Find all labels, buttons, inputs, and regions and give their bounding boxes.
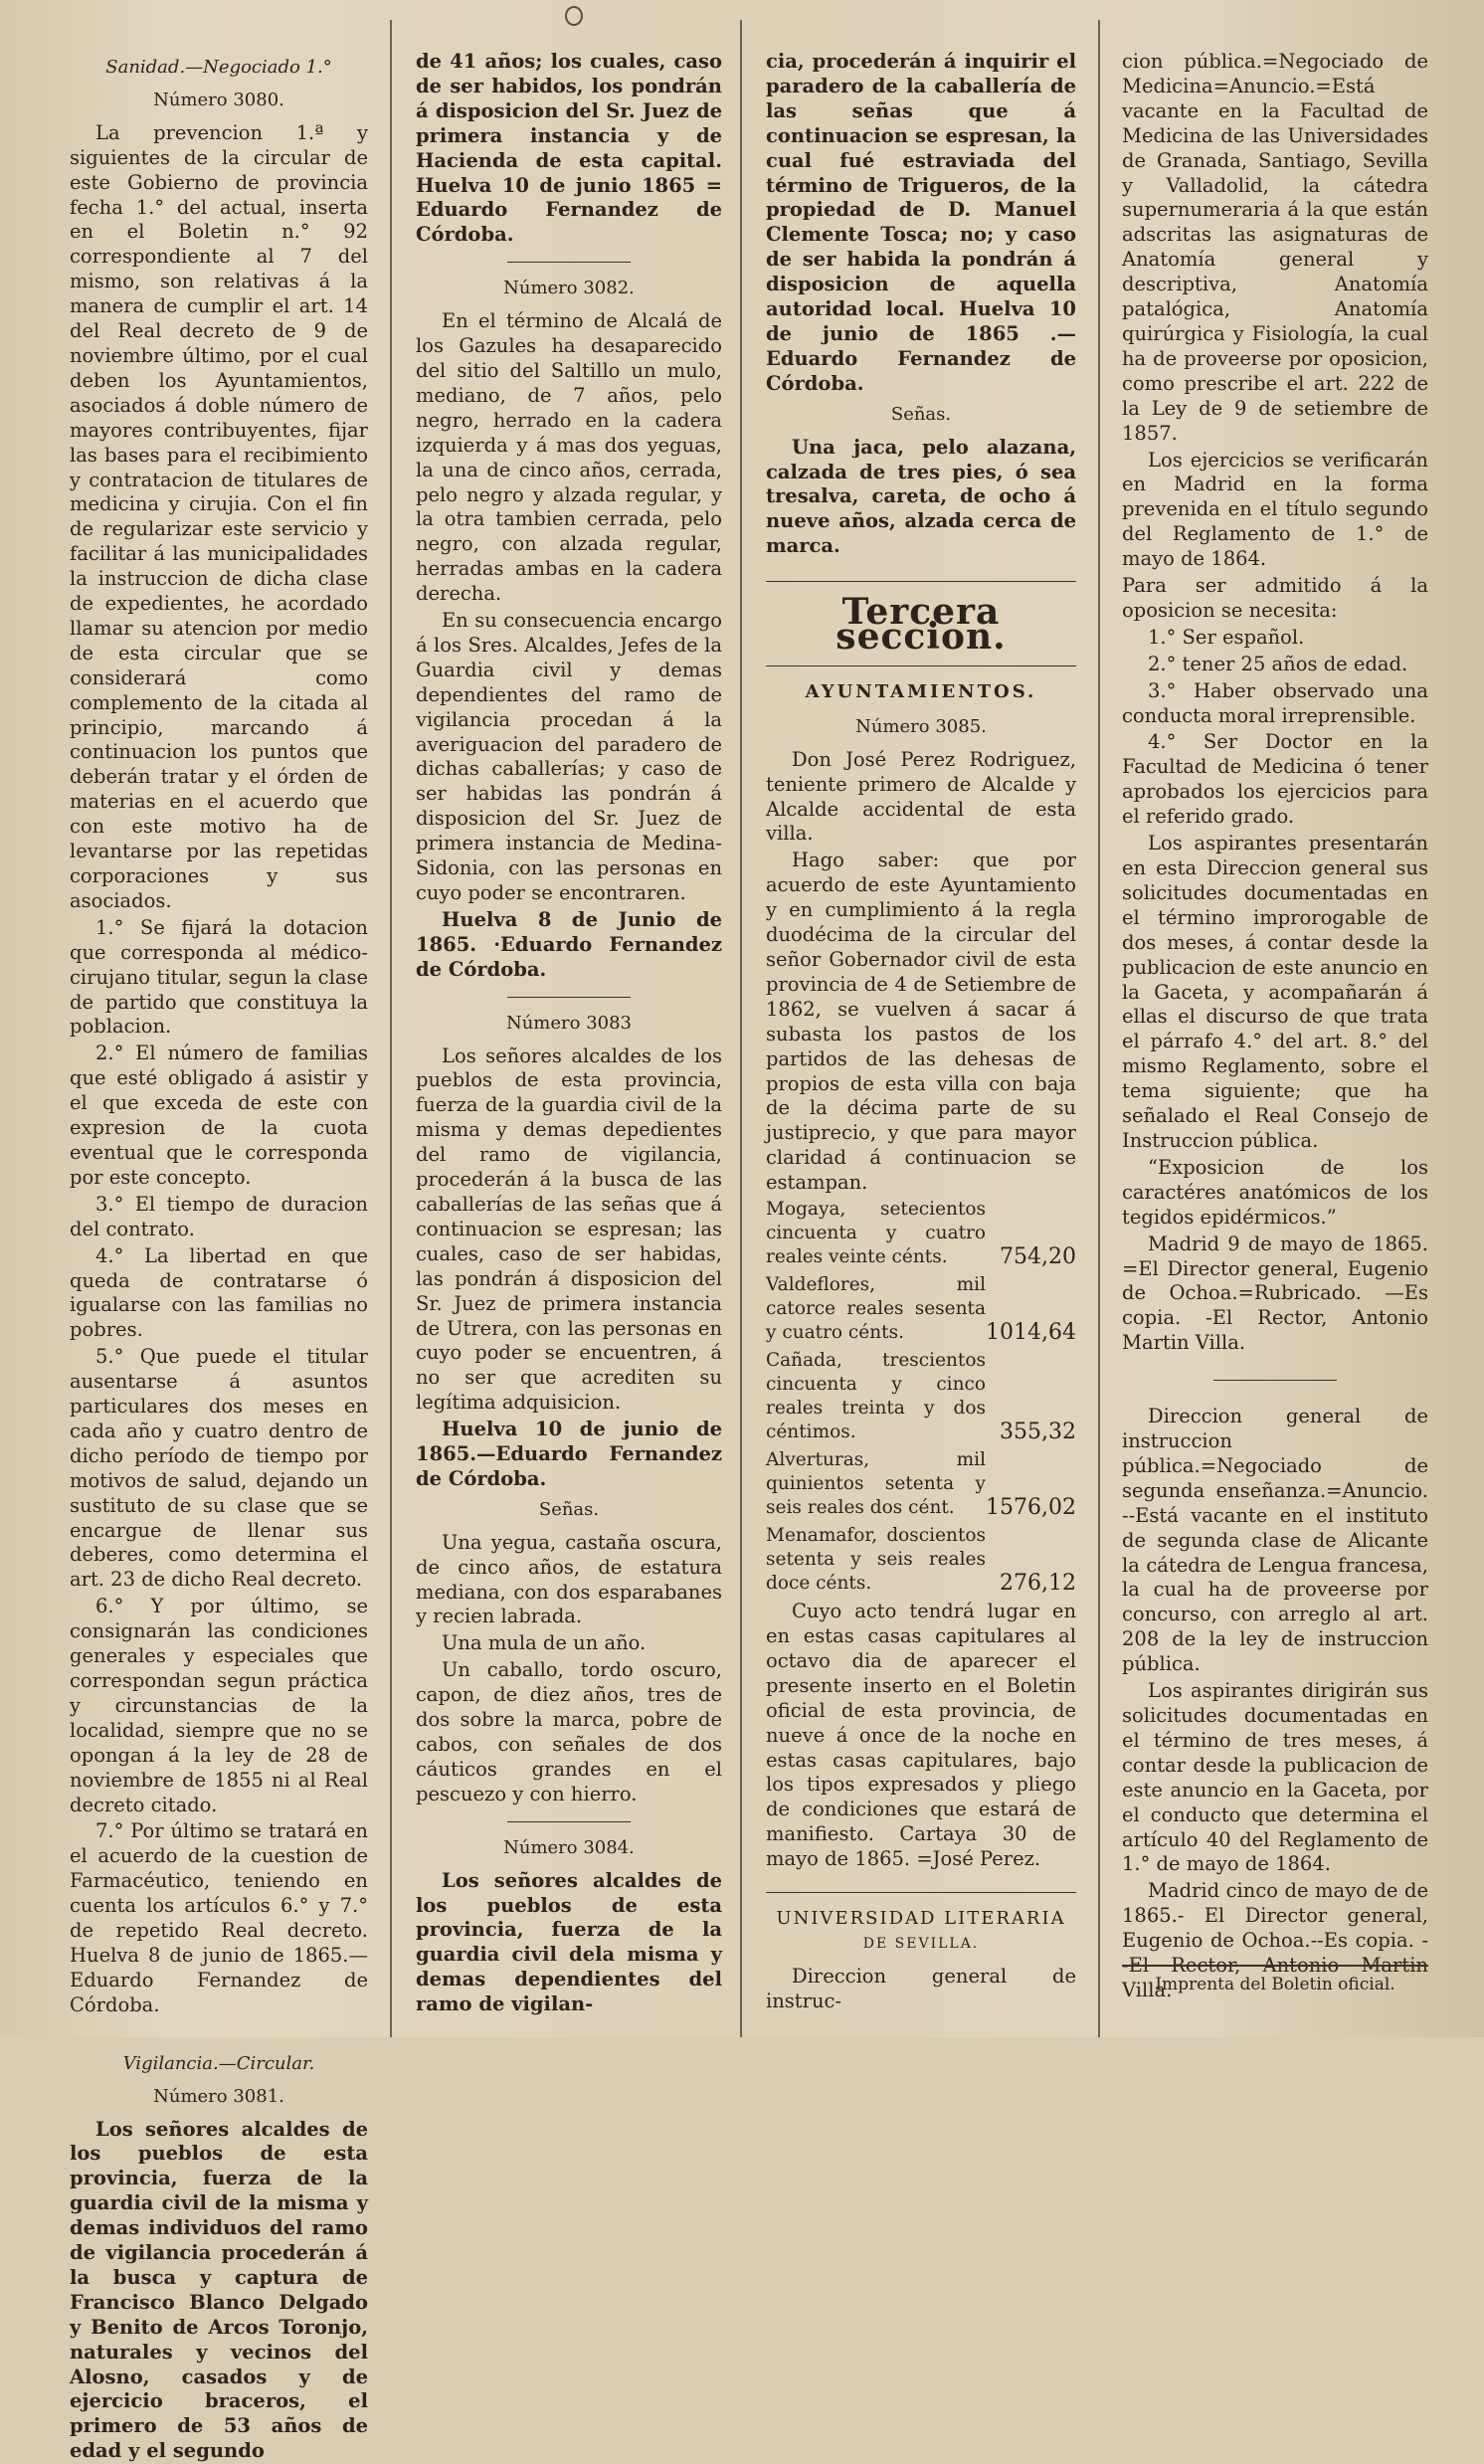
paragraph: Madrid cinco de mayo de de 1865.- El Director general, Eugenio de Ochoa.--Es copia. --El Rector, Antonio Martin Villa. [1122, 1879, 1428, 2003]
paragraph: 4.° La libertad en que queda de contratarse ó igualarse con las familias no pobres. [70, 1244, 368, 1344]
section-title: Tercera seccion. [766, 600, 1076, 650]
column-rule [740, 20, 742, 2037]
column-4 [1122, 50, 1428, 2037]
paragraph: La prevencion 1.ª y siguientes de la circular de este Gobierno de provincia fecha 1.° del actual, inserta en el Boletin n.° 92 correspondiente al 7 del mismo, son relativas á la manera de cumplir el art. 14 del Real decreto de 9 de noviembre último, por el cual deben los Ayuntamientos, asociados á doble número de mayores contribuyentes, fijar las bases para el recibimiento y contratacion de titulares de medicina y cirujia. Con el fin de regularizar este servicio y facilitar á las municipalidades la instruccion de dicha clase de expedientes, he acordado llamar su atencion por medio de esta circular que se considerará como complemento de la citada al principio, marcando á continuacion los puntos que deberán tratar y el órden de materias en el acuerdo que con este motivo ha de levantarse por las repetidas corporaciones y sus asociados. [70, 121, 368, 914]
paragraph: Los ejercicios se verificarán en Madrid en la forma prevenida en el título segundo del Reglamento de 1.° de mayo de 1864. [1122, 449, 1428, 573]
paragraph: 1.° Se fijará la dotacion que corresponda al médico-cirujano titular, segun la clase de partido que constituya la poblacion. [70, 916, 368, 1041]
subsection-title: AYUNTAMIENTOS. [766, 680, 1076, 705]
paragraph: Huelva 8 de Junio de 1865. ·Eduardo Fernandez de Córdoba. [416, 908, 722, 983]
paragraph: Direccion general de instruc- [766, 1965, 1076, 2014]
paragraph: Los aspirantes dirigirán sus solicitudes documentadas en el término de tres meses, á contar desde la publicacion de este anuncio en la Gaceta, por el conducto que determina el artículo 40 del Reglamento de 1.° de mayo de 1864. [1122, 1679, 1428, 1877]
paragraph: Huelva 10 de junio de 1865.—Eduardo Fernandez de Córdoba. [416, 1418, 722, 1492]
notice-number: Número 3085. [766, 715, 1076, 740]
paragraph: 5.° Que puede el titular ausentarse á asuntos particulares dos meses en cada año y cuatro dentro de dicho período de tiempo por motivos de salud, dejando un sustituto de su clase que se encargue de llenar sus deberes, como determina el art. 23 de dicho Real decreto. [70, 1345, 368, 1593]
paragraph: Los señores alcaldes de los pueblos de esta provincia, fuerza de la guardia civil de la misma y demas individuos del ramo de vigilancia procederán á la busca y captura de Francisco Blanco Delgado y Benito de Arcos Toronjo, naturales y vecinos del Alosno, casados y de ejercicio braceros, el primero de 53 años de edad y el segundo [70, 2118, 368, 2464]
separator [507, 262, 630, 263]
column-1 [70, 50, 368, 2037]
table-cell-label: Menamafor, doscientos setenta y seis reales doce cénts. [766, 1524, 986, 1600]
table-cell-label: Cañada, trescientos cincuenta y cinco reales treinta y dos céntimos. [766, 1349, 986, 1448]
separator [1213, 1380, 1336, 1381]
paragraph: Los señores alcaldes de los pueblos de esta provincia, fuerza de la guardia civil dela misma y demas dependientes del ramo de vigilan- [416, 1869, 722, 2017]
table-cell-label: Valdeflores, mil catorce reales sesenta y cuatro cénts. [766, 1273, 986, 1349]
paragraph: Cuyo acto tendrá lugar en en estas casas capitulares al octavo dia de aparecer el presente inserto en el Boletin oficial de esta provincia, de nueve á once de la noche en estas casas capitulares, bajo los tipos expresados y pliego de condiciones que estará de manifiesto. Cartaya 30 de mayo de 1865. =José Perez. [766, 1600, 1076, 1872]
table-row [766, 1198, 1076, 1273]
paragraph: Los señores alcaldes de los pueblos de esta provincia, fuerza de la guardia civil de la misma y demas depedientes del ramo de vigilancia, procederán á la busca de las caballerías de las señas que á continuacion se espresan; las cuales, caso de ser habidas, las pondrán á disposicion del Sr. Juez de primera instancia de Utrera, con las personas en cuyo poder se encuentren, á no ser que acrediten su legítima adquisicion. [416, 1044, 722, 1417]
paragraph: Una yegua, castaña oscura, de cinco años, de estatura mediana, con dos esparabanes y recien labrada. [416, 1531, 722, 1630]
separator [766, 665, 1076, 666]
table-cell-label: Alverturas, mil quinientos setenta y seis reales dos cént. [766, 1448, 986, 1524]
paragraph: 3.° El tiempo de duracion del contrato. [70, 1193, 368, 1242]
paragraph: Direccion general de instruccion pública.=Negociado de segunda enseñanza.=Anuncio. --Está vacante en el instituto de segunda clase de Alicante la cátedra de Lengua francesa, la cual ha de proveerse por concurso, con arreglo al art. 208 de la ley de instruccion pública. [1122, 1405, 1428, 1677]
paragraph: Una mula de un año. [416, 1631, 722, 1656]
printer-imprint: Imprenta del Boletin oficial. [1122, 1965, 1428, 1994]
section-heading: Sanidad.—Negociado 1.° [70, 56, 368, 81]
table-cell-value: 754,20 [986, 1198, 1076, 1273]
paragraph: Para ser admitido á la oposicion se necesita: [1122, 574, 1428, 624]
separator [507, 997, 630, 998]
pasture-table [766, 1198, 1076, 1600]
paragraph: de 41 años; los cuales, caso de ser habidos, los pondrán á disposicion del Sr. Juez de primera instancia y de Hacienda de esta capital. Huelva 10 de junio 1865 = Eduardo Fernandez de Córdoba. [416, 50, 722, 248]
notice-number: Número 3084. [416, 1836, 722, 1861]
paragraph: 2.° tener 25 años de edad. [1122, 653, 1428, 677]
paragraph: Hago saber: que por acuerdo de este Ayuntamiento y en cumplimiento á la regla duodécima de la circular del señor Gobernador civil de esta provincia de 4 de Setiembre de 1862, se vuelven á sacar á subasta los pastos de los partidos de las dehesas de propios de esta villa con baja de la décima parte de su justiprecio, y que para mayor claridad á continuacion se estampan. [766, 849, 1076, 1196]
paragraph: 3.° Haber observado una conducta moral irreprensible. [1122, 679, 1428, 729]
notice-number: Número 3081. [70, 2085, 368, 2110]
paragraph: En su consecuencia encargo á los Sres. Alcaldes, Jefes de la Guardia civil y demas dependientes del ramo de vigilancia procedan á la averiguacion del paradero de dichas caballerías; y caso de ser habidas las pondrán á disposicion del Sr. Juez de primera instancia de Medina-Sidonia, con las personas en cuyo poder se encontraren. [416, 609, 722, 906]
senas-heading: Señas. [416, 1498, 722, 1523]
senas-heading: Señas. [766, 403, 1076, 428]
separator [766, 581, 1076, 582]
paragraph: cia, procederán á inquirir el paradero de la caballería de las señas que á continuacion se espresan, la cual fué estraviada del término de Trigueros, de la propiedad de D. Manuel Clemente Tosca; no; y caso de ser habida la pondrán á disposicion de aquella autoridad local. Huelva 10 de junio de 1865 .— Eduardo Fernandez de Córdoba. [766, 50, 1076, 397]
column-3 [766, 50, 1076, 2037]
section-heading: Vigilancia.—Circular. [70, 2052, 368, 2077]
header-ornament-icon [565, 6, 583, 26]
paragraph: Un caballo, tordo oscuro, capon, de diez años, tres de dos sobre la marca, pobre de cabos, con señales de dos cáuticos grandes en el pescuezo y con hierro. [416, 1658, 722, 1806]
paragraph: 1.° Ser español. [1122, 626, 1428, 651]
paragraph: Una jaca, pelo alazana, calzada de tres pies, ó sea tresalva, careta, de ocho á nueve años, alzada cerca de marca. [766, 436, 1076, 560]
table-cell-value: 355,32 [986, 1349, 1076, 1448]
table-row [766, 1448, 1076, 1524]
separator [766, 1892, 1076, 1893]
paragraph: Don José Perez Rodriguez, teniente primero de Alcalde y Alcalde accidental de esta villa. [766, 748, 1076, 848]
university-name: UNIVERSIDAD LITERARIA [766, 1907, 1076, 1932]
separator [507, 1821, 630, 1822]
paragraph: 6.° Y por último, se consignarán las condiciones generales y especiales que correspondan segun práctica y circunstancias de la localidad, siempre que no se opongan á la ley de 28 de noviembre de 1855 ni al Real decreto citado. [70, 1595, 368, 1817]
column-rule [1098, 20, 1100, 2037]
paragraph: “Exposicion de los caractéres anatómicos de los tegidos epidérmicos.” [1122, 1156, 1428, 1231]
paragraph: En el término de Alcalá de los Gazules ha desaparecido del sitio del Saltillo un mulo, mediano, de 7 años, pelo negro, herrado en la cadera izquierda y á mas dos yeguas, la una de cinco años, cerrada, pelo negro y alzada regular, y la otra tambien cerrada, pelo negro, con alzada regular, herradas ambas en la cadera derecha. [416, 309, 722, 607]
notice-number: Número 3083 [416, 1012, 722, 1037]
paragraph: cion pública.=Negociado de Medicina=Anuncio.=Está vacante en la Facultad de Medicina de las Universidades de Granada, Santiago, Sevilla y Valladolid, la cátedra supernumeraria á la que están adscritas las asignaturas de Anatomía general y descriptiva, Anatomía patalógica, Anatomía quirúrgica y Fisiología, la cual ha de proveerse por oposicion, como prescribe el art. 222 de la Ley de 9 de setiembre de 1857. [1122, 50, 1428, 447]
table-row [766, 1349, 1076, 1448]
notice-number: Número 3082. [416, 277, 722, 301]
notice-number: Número 3080. [70, 89, 368, 113]
table-row [766, 1524, 1076, 1600]
table-cell-value: 1014,64 [986, 1273, 1076, 1349]
paragraph: Los aspirantes presentarán en esta Direccion general sus solicitudes documentadas en el término improrogable de dos meses, á contar desde la publicacion de este anuncio en la Gaceta, y acompañarán á ellas el discurso de que trata el párrafo 4.° del art. 8.° del mismo Reglamento, sobre el tema siguiente; que ha señalado el Real Consejo de Instruccion pública. [1122, 832, 1428, 1154]
table-row [766, 1273, 1076, 1349]
table-cell-label: Mogaya, setecientos cincuenta y cuatro reales veinte cénts. [766, 1198, 986, 1273]
paragraph: 4.° Ser Doctor en la Facultad de Medicina ó tener aprobados los ejercicios para el referido grado. [1122, 730, 1428, 830]
paragraph: 2.° El número de familias que esté obligado á asistir y el que exceda de este con expresion de la cuota eventual que le corresponda por este concepto. [70, 1042, 368, 1190]
column-2 [416, 50, 722, 2037]
column-rule [390, 20, 392, 2037]
university-city: DE SEVILLA. [766, 1932, 1076, 1957]
table-cell-value: 276,12 [986, 1524, 1076, 1600]
paragraph: Madrid 9 de mayo de 1865. =El Director general, Eugenio de Ochoa.=Rubricado. —Es copia. -El Rector, Antonio Martin Villa. [1122, 1232, 1428, 1357]
table-cell-value: 1576,02 [986, 1448, 1076, 1524]
paragraph: 7.° Por último se tratará en el acuerdo de la cuestion de Farmacéutico, teniendo en cuenta los artículos 6.° y 7.° de repetido Real decreto. Huelva 8 de junio de 1865.— Eduardo Fernandez de Córdoba. [70, 1819, 368, 2017]
